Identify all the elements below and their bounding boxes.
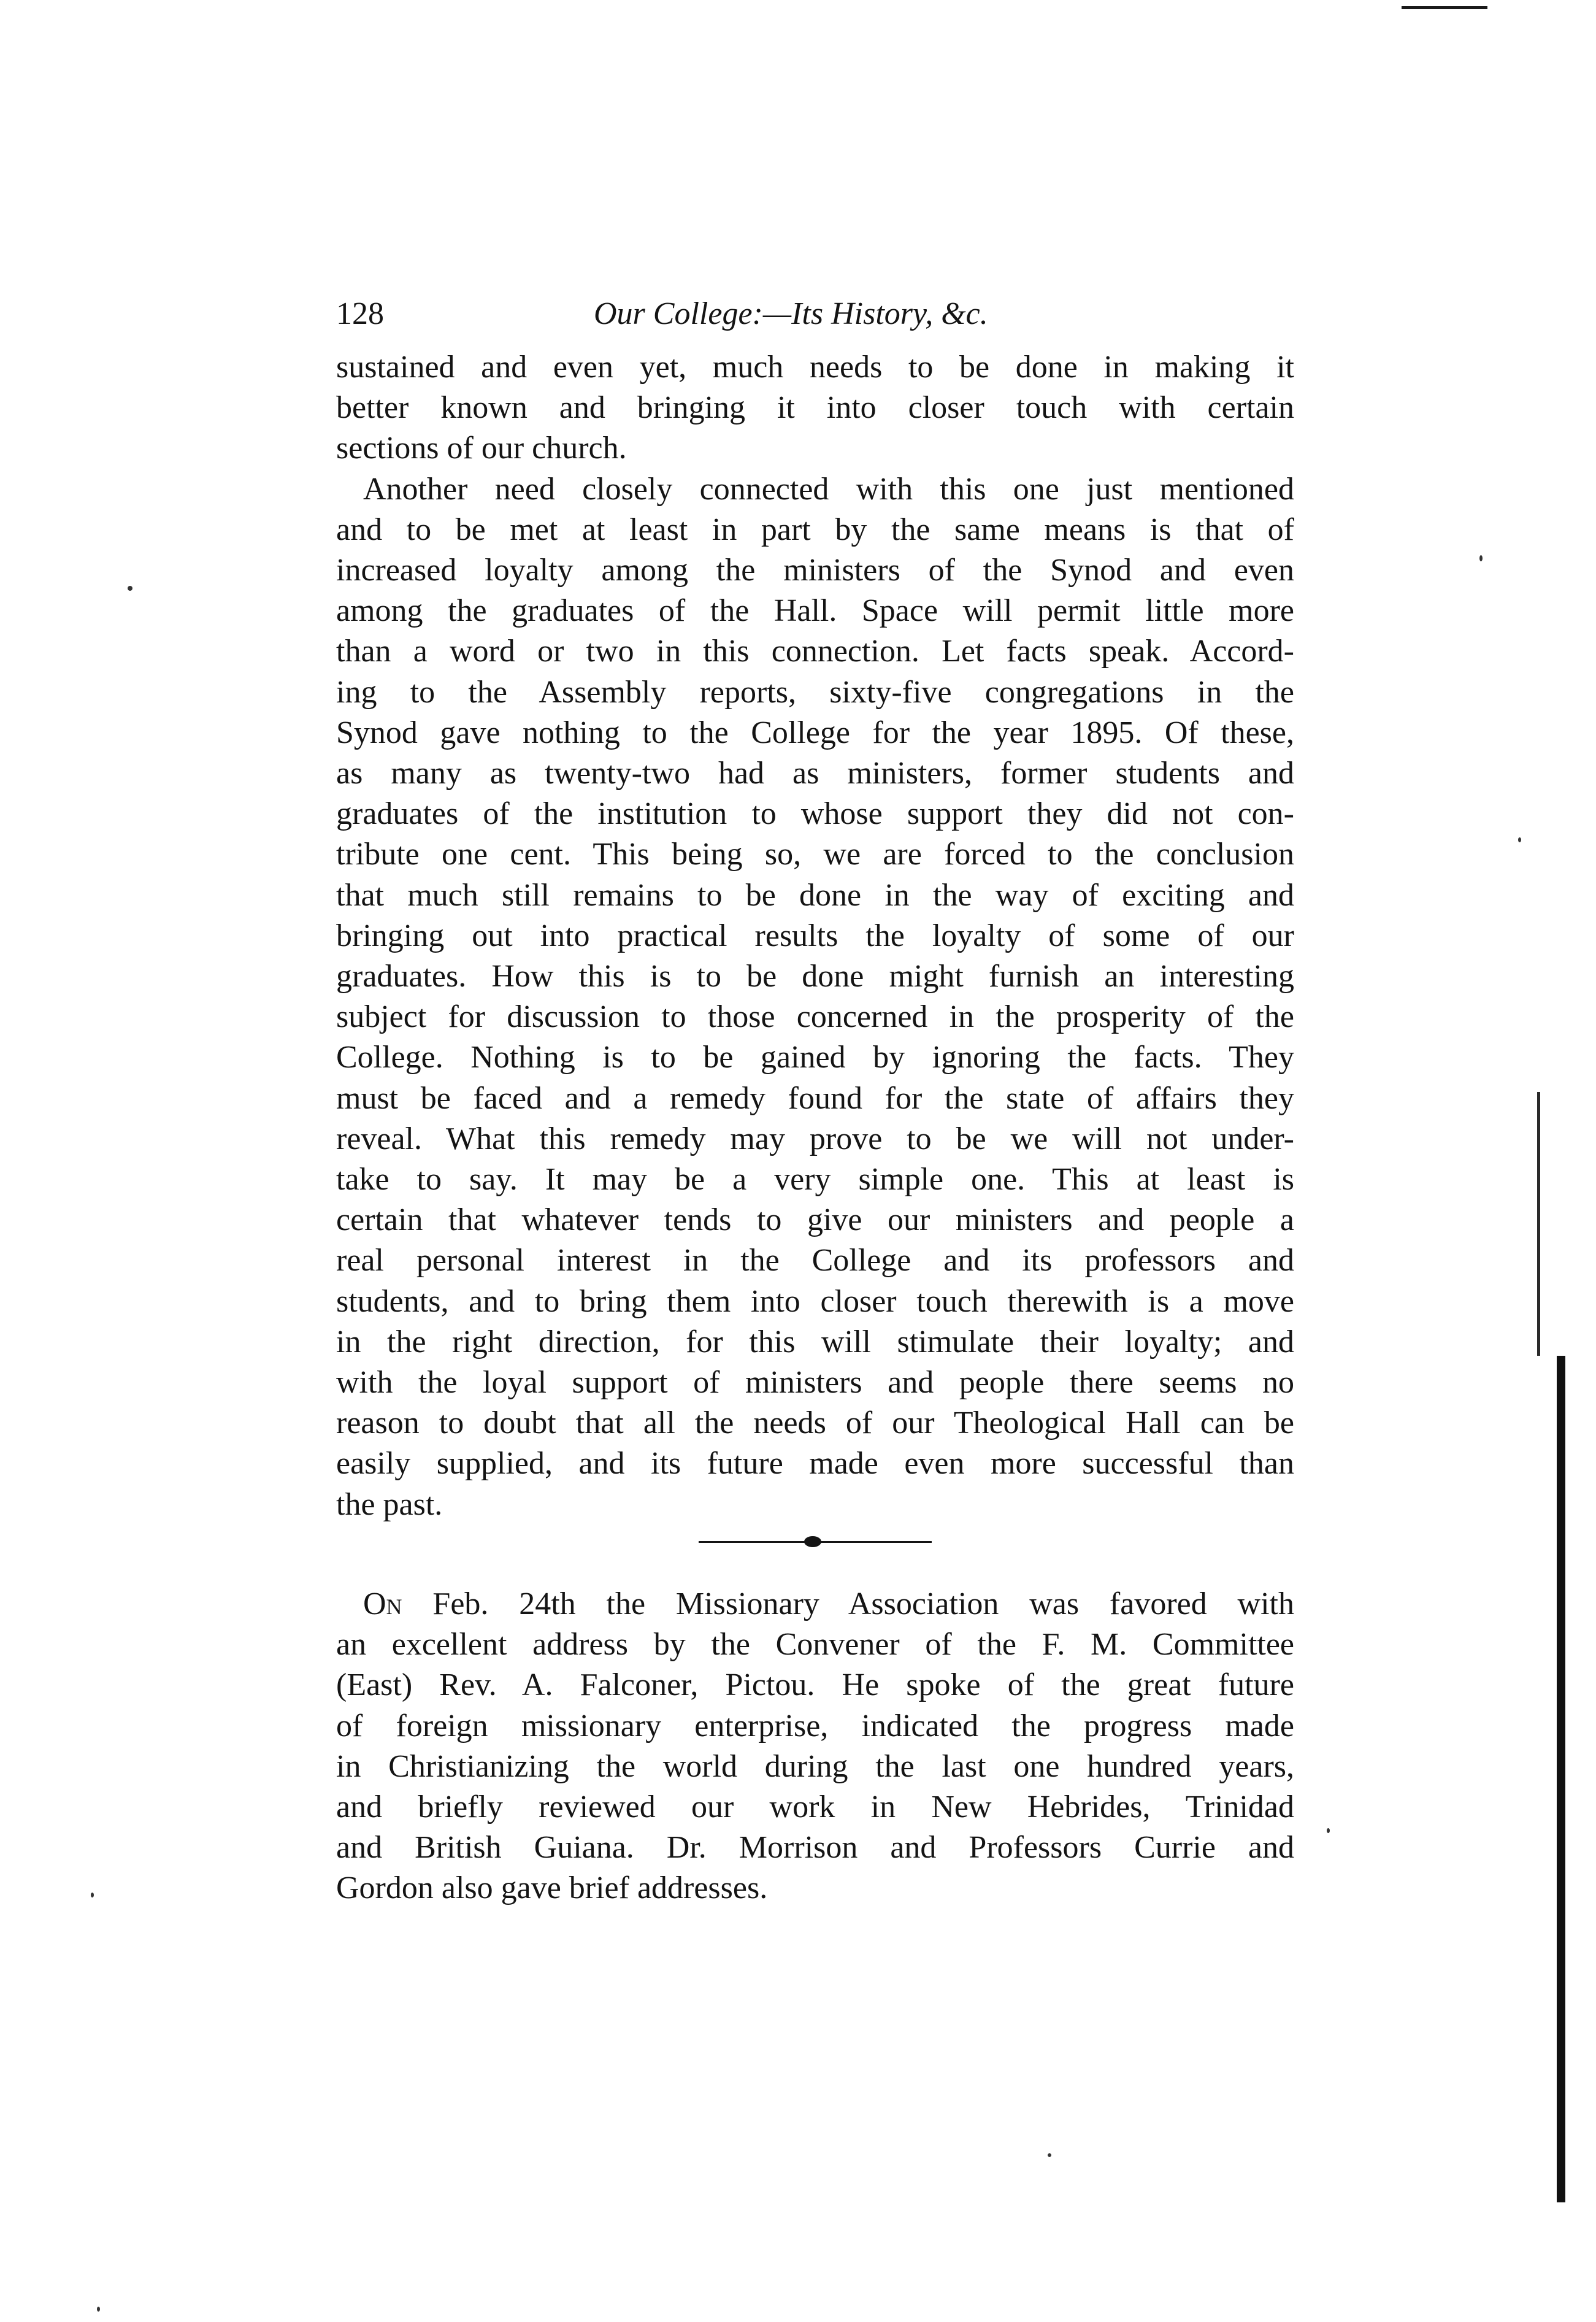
text-line: College. Nothing is to be gained by ignoring the facts. They	[336, 1040, 1294, 1075]
text-line: and briefly reviewed our work in New Hebrides, Trinidad	[336, 1789, 1294, 1824]
text-line: increased loyalty among the ministers of the Synod and even	[336, 553, 1294, 588]
text-line: subject for discussion to those concerned in the prosperity of the	[336, 999, 1294, 1035]
text-line: tribute one cent. This being so, we are forced to the conclusion	[336, 837, 1294, 872]
text-line: (East) Rev. A. Falconer, Pictou. He spoke of the great future	[336, 1667, 1294, 1703]
text-line: an excellent address by the Convener of the F. M. Committee	[336, 1627, 1294, 1663]
text-line: bringing out into practical results the loyalty of some of our	[336, 918, 1294, 953]
running-title: Our College:—Its History, &c.	[594, 296, 988, 331]
text-line: On Feb. 24th the Missionary Association was favored with	[363, 1586, 1294, 1621]
section-divider	[699, 1532, 932, 1551]
text-line: easily supplied, and its future made even more successful than	[336, 1446, 1294, 1482]
text-line: sections of our church.	[336, 431, 627, 466]
text-line: graduates of the institution to whose support they did not con-	[336, 796, 1294, 832]
text-line: that much still remains to be done in the way of exciting and	[336, 877, 1294, 913]
text-line: students, and to bring them into closer touch therewith is a move	[336, 1283, 1294, 1319]
paragraph-college-support	[336, 347, 1294, 469]
text-line: Gordon also gave brief addresses.	[336, 1870, 768, 1906]
scan-speck	[1327, 1828, 1330, 1833]
scan-edge-bar	[1557, 1356, 1565, 2202]
scan-edge-rule	[1402, 6, 1487, 9]
scan-speck	[1479, 555, 1483, 561]
text-line: certain that whatever tends to give our ministers and people a	[336, 1202, 1294, 1238]
text-line: and to be met at least in part by the same means is that of	[336, 512, 1294, 547]
scan-edge-shadow	[1537, 1092, 1540, 1356]
text-line: reason to doubt that all the needs of our Theological Hall can be	[336, 1405, 1294, 1441]
text-line: Another need closely connected with this one just mentioned	[363, 471, 1294, 507]
scan-speck	[1048, 2153, 1051, 2157]
text-line: reveal. What this remedy may prove to be we will not under-	[336, 1121, 1294, 1156]
text-line: with the loyal support of ministers and people there seems no	[336, 1365, 1294, 1401]
text-line: Synod gave nothing to the College for the year 1895. Of these,	[336, 715, 1294, 750]
text-line: in the right direction, for this will stimulate their loyalty; and	[336, 1324, 1294, 1359]
text-line: ing to the Assembly reports, sixty-five congregations in the	[336, 674, 1294, 710]
text-line: take to say. It may be a very simple one. This at least is	[336, 1162, 1294, 1198]
scan-speck	[128, 586, 132, 591]
text-line: as many as twenty-two had as ministers, former students and	[336, 756, 1294, 791]
page-number: 128	[336, 296, 384, 331]
text-line: than a word or two in this connection. Let facts speak. Accord-	[336, 634, 1294, 669]
lead-word: On	[363, 1586, 402, 1621]
paragraph-missionary-association	[336, 1584, 1294, 1909]
text-line: of foreign missionary enterprise, indicated the progress made	[336, 1708, 1294, 1743]
text-line: among the graduates of the Hall. Space will permit little more	[336, 593, 1294, 629]
paragraph-loyalty	[336, 469, 1294, 1525]
scan-speck	[91, 1893, 94, 1897]
text-line: real personal interest in the College and its professors and	[336, 1243, 1294, 1278]
text-line: and British Guiana. Dr. Morrison and Professors Currie and	[336, 1830, 1294, 1866]
text-line: sustained and even yet, much needs to be done in making it	[336, 350, 1294, 385]
scan-speck	[1518, 837, 1521, 842]
text-line: graduates. How this is to be done might furnish an interesting	[336, 959, 1294, 994]
running-head	[336, 294, 1294, 334]
text-line: better known and bringing it into closer touch with certain	[336, 390, 1294, 426]
text-line: must be faced and a remedy found for the state of affairs they	[336, 1080, 1294, 1116]
text-line: the past.	[336, 1486, 443, 1522]
scan-speck	[97, 2307, 100, 2312]
book-page	[336, 294, 1294, 1909]
divider-ornament	[804, 1536, 821, 1547]
text-line: in Christianizing the world during the last one hundred years,	[336, 1748, 1294, 1784]
